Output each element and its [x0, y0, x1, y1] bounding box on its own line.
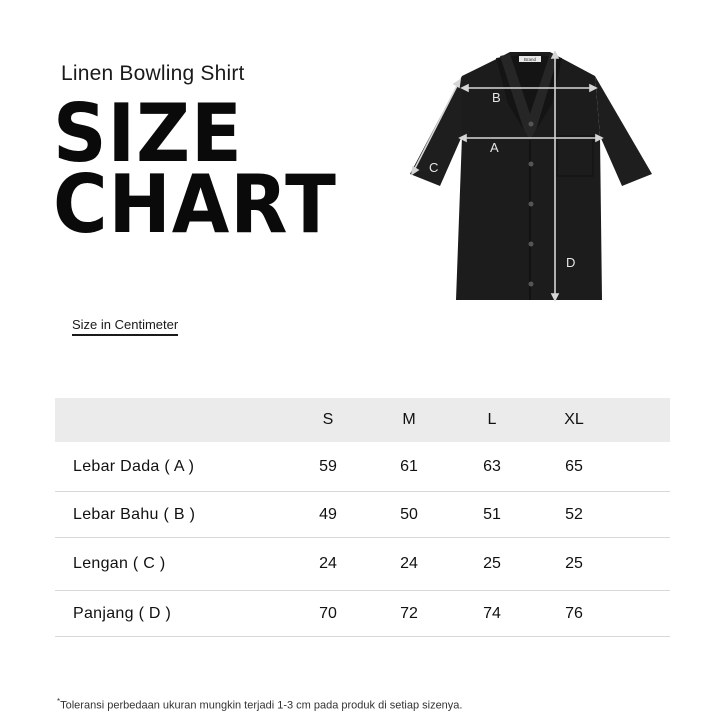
table-cell: 24 — [319, 555, 337, 572]
row-label: Lebar Dada ( A ) — [73, 457, 195, 475]
table-cell: 61 — [400, 457, 418, 475]
table-cell: 74 — [483, 604, 501, 622]
size-table — [55, 398, 670, 637]
label-a: A — [490, 140, 499, 155]
label-b: B — [492, 90, 501, 105]
shirt-measurement-diagram-icon — [400, 44, 660, 306]
asterisk: * — [57, 697, 61, 706]
table-row — [55, 591, 670, 637]
note-text: Toleransi perbedaan ukuran mungkin terjadi 1-3 cm pada produk di setiap sizenya. — [60, 699, 463, 712]
table-cell: 52 — [565, 505, 583, 523]
row-label: Panjang ( D ) — [73, 604, 172, 622]
table-cell: 25 — [565, 555, 583, 572]
tolerance-note — [57, 697, 462, 712]
table-cell: 51 — [483, 505, 501, 523]
table-cell: 63 — [483, 457, 501, 475]
row-label: Lebar Bahu ( B ) — [73, 505, 196, 523]
table-cell: 49 — [319, 505, 337, 523]
col-header-xl: XL — [564, 411, 584, 428]
col-header-s: S — [322, 411, 334, 428]
unit-label: Size in Centimeter — [72, 317, 178, 336]
shirt-diagram — [400, 44, 660, 306]
table-cell: 70 — [319, 604, 337, 622]
col-header-m: M — [402, 411, 416, 428]
title-line-1: SIZE — [53, 87, 243, 180]
table-cell: 76 — [565, 604, 583, 622]
table-cell: 50 — [400, 505, 418, 523]
table-header-row — [55, 398, 670, 442]
row-label: Lengan ( C ) — [73, 555, 166, 572]
table-cell: 24 — [400, 555, 418, 572]
table-cell: 72 — [400, 604, 418, 622]
table-row — [55, 442, 670, 492]
table-cell: 59 — [319, 457, 337, 475]
label-d: D — [566, 255, 576, 270]
col-header-l: L — [487, 411, 497, 428]
table-row — [55, 538, 670, 591]
subtitle: Linen Bowling Shirt — [61, 62, 245, 85]
table-cell: 65 — [565, 457, 583, 475]
table-row — [55, 492, 670, 538]
label-c: C — [429, 160, 439, 175]
title-line-2: CHART — [53, 158, 337, 251]
svg-text:Brand: Brand — [523, 57, 537, 62]
table-cell: 25 — [483, 555, 501, 572]
